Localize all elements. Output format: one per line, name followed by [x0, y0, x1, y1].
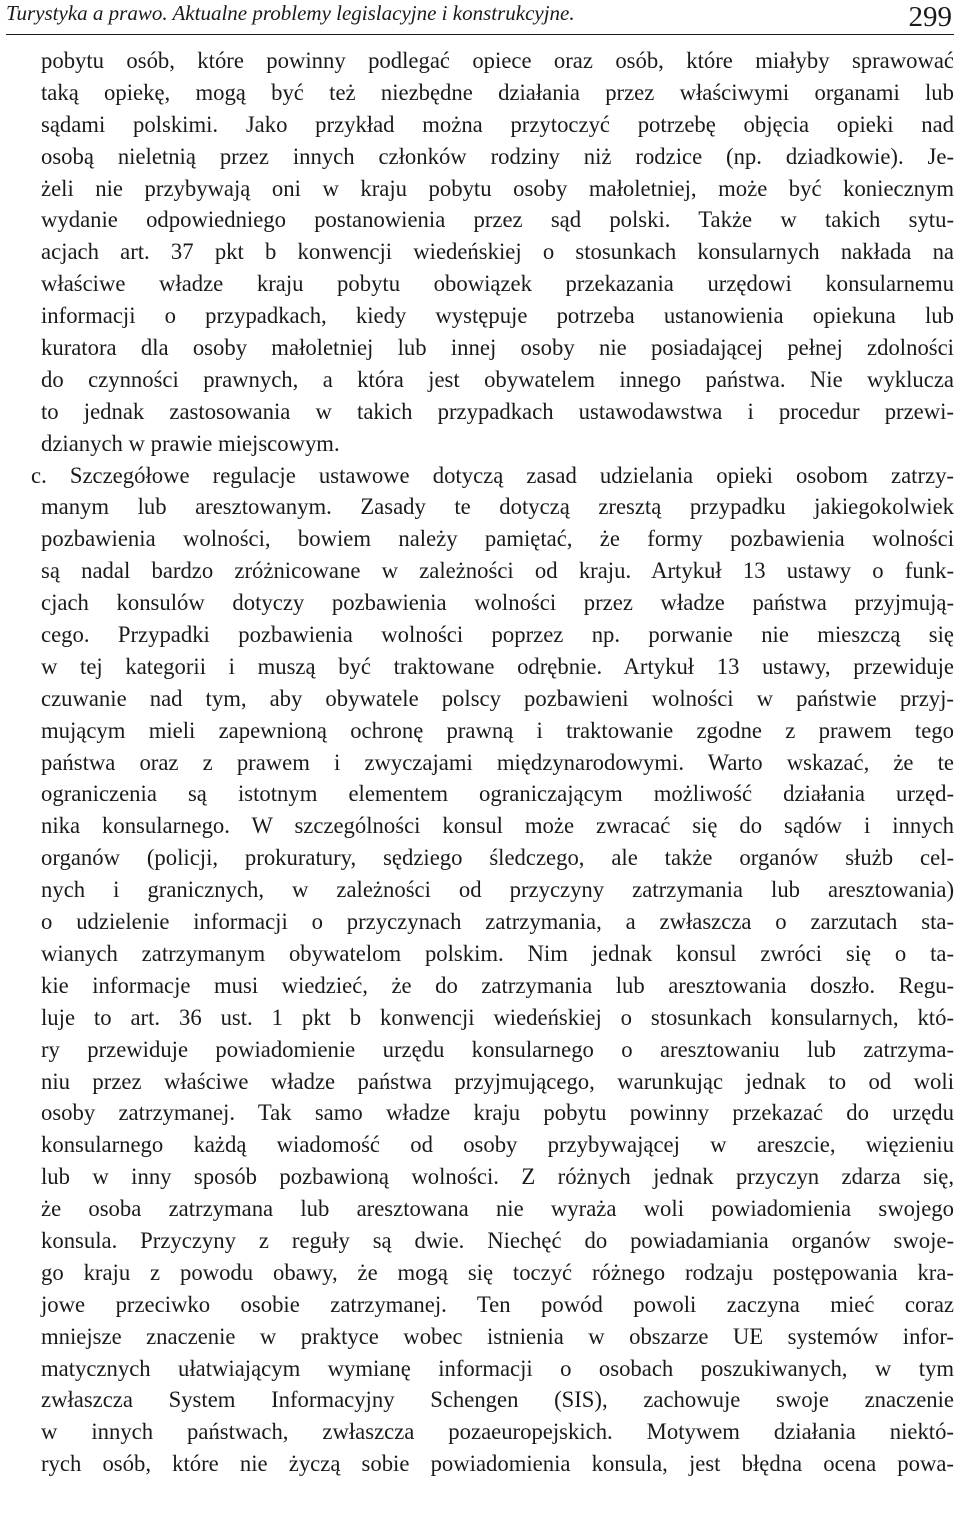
text-line: niu przez właściwe władze państwa przyjmującego, warunkując jednak to od woli — [41, 1068, 954, 1094]
text-line: właściwe władze kraju pobytu obowiązek przekazania urzędowi konsularnemu — [41, 271, 954, 297]
text-line: do czynności prawnych, a która jest obywatelem innego państwa. Nie wyklucza — [41, 366, 954, 392]
text-line: zwłaszcza System Informacyjny Schengen (SIS), zachowuje swoje znaczenie — [41, 1387, 954, 1413]
text-line: czuwanie nad tym, aby obywatele polscy pozbawieni wolności w państwie przyj- — [41, 685, 954, 711]
text-line: o udzielenie informacji o przyczynach zatrzymania, a zwłaszcza o zarzutach sta- — [41, 909, 954, 935]
text-line: informacji o przypadkach, kiedy występuje potrzeba ustanowienia opiekuna lub — [41, 303, 954, 329]
text-line: jowe przeciwko osobie zatrzymanej. Ten powód powoli zaczyna mieć coraz — [41, 1291, 954, 1317]
text-line: cego. Przypadki pozbawienia wolności poprzez np. porwanie nie mieszczą się — [41, 622, 954, 648]
text-line: luje to art. 36 ust. 1 pkt b konwencji wiedeńskiej o stosunkach konsularnych, któ- — [41, 1004, 954, 1030]
text-line: osobą nieletnią przez innych członków rodziny niż rodzice (np. dziadkowie). Je- — [41, 143, 954, 169]
text-line: są nadal bardzo zróżnicowane w zależności od kraju. Artykuł 13 ustawy o funk- — [41, 558, 954, 584]
text-line: osoby zatrzymanej. Tak samo władze kraju pobytu powinny przekazać do urzędu — [41, 1100, 954, 1126]
text-line: w tej kategorii i muszą być traktowane odrębnie. Artykuł 13 ustawy, przewiduje — [41, 653, 954, 679]
text-line: mniejsze znaczenie w praktyce wobec istnienia w obszarze UE systemów infor- — [41, 1323, 954, 1349]
text-line: lub w inny sposób pozbawioną wolności. Z różnych jednak przyczyn zdarza się, — [41, 1164, 954, 1190]
text-line: cjach konsulów dotyczy pozbawienia wolności przez władze państwa przyjmują- — [41, 590, 954, 616]
text-line: manym lub aresztowanym. Zasady te dotyczą zresztą przypadku jakiegokolwiek — [41, 494, 954, 520]
text-line: konsularnego każdą wiadomość od osoby przybywającej w areszcie, więzieniu — [41, 1132, 954, 1158]
running-header — [6, 0, 954, 35]
text-line: pozbawienia wolności, bowiem należy pamiętać, że formy pozbawienia wolności — [41, 526, 954, 552]
text-line: organów (policji, prokuratury, sędziego śledczego, ale także organów służb cel- — [41, 845, 954, 871]
text-line: kuratora dla osoby małoletniej lub innej osoby nie posiadającej pełnej zdolności — [41, 335, 954, 361]
text-line: wydanie odpowiedniego postanowienia przez sąd polski. Także w takich sytu- — [41, 207, 954, 233]
text-line: wianych zatrzymanym obywatelom polskim. Nim jednak konsul zwróci się o ta- — [41, 940, 954, 966]
text-line: ry przewiduje powiadomienie urzędu konsularnego o aresztowaniu lub zatrzyma- — [41, 1036, 954, 1062]
text-line: dzianych w prawie miejscowym. — [41, 430, 340, 456]
text-line: matycznych ułatwiającym wymianę informacji o osobach poszukiwanych, w tym — [41, 1355, 954, 1381]
text-line: nych i granicznych, w zależności od przyczyny zatrzymania lub aresztowania) — [41, 877, 954, 903]
text-line: ograniczenia są istotnym elementem ograniczającym możliwość działania urzęd- — [41, 781, 954, 807]
text-line: acjach art. 37 pkt b konwencji wiedeńskiej o stosunkach konsularnych nakłada na — [41, 239, 954, 265]
text-line: nika konsularnego. W szczególności konsul może zwracać się do sądów i innych — [41, 813, 954, 839]
body-text — [31, 45, 954, 1480]
text-line: że osoba zatrzymana lub aresztowana nie wyraża woli powiadomienia swojego — [41, 1196, 954, 1222]
text-line: państwa oraz z prawem i zwyczajami międzynarodowymi. Warto wskazać, że te — [41, 749, 954, 775]
text-line: żeli nie przybywają oni w kraju pobytu osoby małoletniej, może być koniecznym — [41, 175, 954, 201]
text-line: sądami polskimi. Jako przykład można przytoczyć potrzebę objęcia opieki nad — [41, 111, 954, 137]
text-line: to jednak zastosowania w takich przypadkach ustawodawstwa i procedur przewi- — [41, 398, 954, 424]
text-line: mującym mieli zapewnioną ochronę prawną i traktowanie zgodne z prawem tego — [41, 717, 954, 743]
text-line: w innych państwach, zwłaszcza pozaeuropejskich. Motywem działania niektó- — [41, 1419, 954, 1445]
page-number: 299 — [908, 1, 952, 33]
text-line: pobytu osób, które powinny podlegać opiece oraz osób, które miałyby sprawować — [41, 48, 954, 73]
text-line: go kraju z powodu obawy, że mogą się toczyć różnego rodzaju postępowania kra- — [41, 1259, 954, 1285]
text-line: konsula. Przyczyny z reguły są dwie. Niechęć do powiadamiania organów swoje- — [41, 1227, 954, 1253]
text-line: c. Szczegółowe regulacje ustawowe dotyczą zasad udzielania opieki osobom zatrzy- — [31, 462, 954, 488]
text-line: taką opiekę, mogą być też niezbędne działania przez właściwymi organami lub — [41, 79, 954, 105]
running-header-title: Turystyka a prawo. Aktualne problemy legislacyjne i konstrukcyjne. — [6, 1, 575, 25]
text-line: rych osób, które nie życzą sobie powiadomienia konsula, jest błędna ocena powa- — [41, 1451, 954, 1477]
text-line: kie informacje musi wiedzieć, że do zatrzymania lub aresztowania doszło. Regu- — [41, 972, 954, 998]
